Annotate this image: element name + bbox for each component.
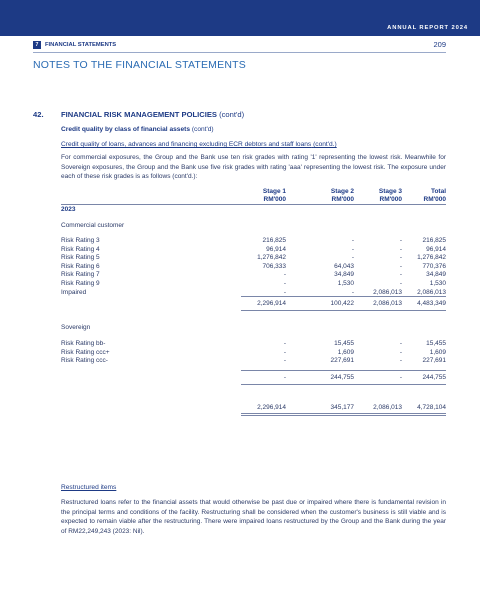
- cell-value: -: [399, 357, 402, 365]
- sovereign-rule-bottom: [241, 384, 446, 385]
- cell-value: -: [283, 271, 286, 279]
- col-header: Stage 3: [378, 188, 402, 195]
- section-title: FINANCIAL STATEMENTS: [45, 42, 117, 48]
- cell-value: 64,043: [334, 262, 354, 270]
- grand-total-rule: [241, 413, 446, 416]
- cell-value: 216,825: [262, 237, 286, 244]
- col-header: Total: [430, 188, 446, 195]
- cell-value: -: [351, 237, 354, 244]
- cell-value: 100,422: [330, 300, 354, 307]
- col-header: Stage 1: [262, 188, 286, 195]
- cell-value: 2,086,013: [373, 404, 402, 411]
- row-label: Risk Rating ccc+: [61, 348, 110, 356]
- cell-value: 2,296,914: [257, 300, 286, 307]
- row-label: Risk Rating 3: [61, 237, 100, 244]
- row-label: Risk Rating 9: [61, 280, 100, 287]
- cell-value: -: [283, 340, 286, 347]
- cell-value: 1,530: [337, 280, 354, 287]
- subheading-credit-quality-text: Credit quality by class of financial assets: [61, 126, 190, 133]
- sovereign-rule-top: [241, 370, 446, 371]
- cell-value: 96,914: [266, 245, 286, 253]
- cell-value: 244,755: [330, 374, 354, 381]
- cell-value: 4,728,104: [417, 404, 446, 411]
- page-title: NOTES TO THE FINANCIAL STATEMENTS: [33, 59, 246, 71]
- row-label: Risk Rating 4: [61, 245, 100, 253]
- page-number: 209: [433, 40, 446, 49]
- cell-value: -: [351, 254, 354, 262]
- cell-value: -: [399, 348, 402, 356]
- cell-value: -: [351, 288, 354, 296]
- cell-value: 96,914: [426, 245, 446, 253]
- year-label: 2023: [61, 206, 76, 213]
- col-header: Stage 2: [330, 188, 354, 195]
- row-label: Risk Rating 6: [61, 262, 100, 270]
- section-badge: 7: [33, 41, 41, 49]
- cell-value: 1,276,842: [417, 254, 446, 262]
- col-unit: RM'000: [423, 196, 446, 203]
- cell-value: 770,376: [422, 262, 446, 270]
- cell-value: -: [399, 237, 402, 244]
- cell-value: 706,333: [262, 262, 286, 270]
- cell-value: -: [399, 262, 402, 270]
- subheading-loans-text: Credit quality of loans, advances and financing excluding ECR debtors and staff loans: [61, 141, 312, 148]
- col-unit: RM'000: [379, 196, 402, 203]
- subheading-credit-quality: [61, 126, 214, 133]
- table-row: [61, 356, 446, 365]
- subtotal-row-sovereign: [61, 373, 446, 382]
- grand-total-row: [61, 403, 446, 412]
- group-label-commercial: [61, 221, 446, 230]
- table-header-units: [61, 195, 446, 204]
- cell-value: 4,483,349: [417, 300, 446, 307]
- cell-value: -: [351, 245, 354, 253]
- cell-value: 1,609: [337, 348, 354, 356]
- cell-value: -: [399, 245, 402, 253]
- col-unit: RM'000: [331, 196, 354, 203]
- section-divider: [33, 52, 446, 53]
- subtotal-rule-top: [241, 296, 446, 297]
- cell-value: 2,086,013: [417, 288, 446, 296]
- subheading-loans-cont: (cont'd.): [313, 141, 337, 148]
- cell-value: 1,609: [429, 348, 446, 356]
- restructured-paragraph: Restructured loans refer to the financial assets that would otherwise be past due or impaired where there is fundamental revision in the principal terms and conditions of the facility. Restructuring shall be considered when the customer's business is still viable and is expected to remain viable after the restructuring. There were impaired loans restructured by the Group and the Bank during the year of RM22,249,243 (2023: Nil).: [61, 499, 446, 535]
- cell-value: -: [399, 340, 402, 347]
- cell-value: 1,530: [429, 280, 446, 287]
- cell-value: -: [283, 280, 286, 287]
- cell-value: 34,849: [334, 271, 354, 279]
- row-label: Impaired: [61, 288, 87, 296]
- subtotal-rule-bottom: [241, 310, 446, 311]
- cell-value: 244,755: [422, 374, 446, 381]
- cell-value: 227,691: [330, 357, 354, 365]
- cell-value: 227,691: [422, 357, 446, 365]
- note-number: 42.: [33, 110, 44, 119]
- section-bar: [33, 40, 446, 50]
- cell-value: -: [399, 280, 402, 287]
- cell-value: 34,849: [426, 271, 446, 279]
- table-year: [61, 205, 446, 214]
- cell-value: -: [399, 374, 402, 381]
- group-label-sovereign: [61, 323, 446, 332]
- cell-value: -: [283, 357, 286, 365]
- subheading-loans: [61, 141, 337, 148]
- cell-value: 216,825: [422, 237, 446, 244]
- cell-value: 2,296,914: [257, 404, 286, 411]
- row-label: Risk Rating 7: [61, 271, 100, 279]
- cell-value: 1,276,842: [257, 254, 286, 262]
- cell-value: 15,455: [426, 340, 446, 347]
- note-title: FINANCIAL RISK MANAGEMENT POLICIES: [61, 110, 217, 119]
- cell-value: -: [399, 271, 402, 279]
- cell-value: 2,086,013: [373, 300, 402, 307]
- cell-value: 2,086,013: [373, 288, 402, 296]
- cell-value: 345,177: [330, 404, 354, 411]
- intro-paragraph: For commercial exposures, the Group and the Bank use ten risk grades with rating '1' representing the lowest risk. Meanwhile for Sovereign exposures, the Group and the Bank use five risk grades with rating 'aaa' representing the lowest risk. The exposure under each of these risk grades is as follows (cont'd.):: [61, 154, 446, 180]
- subheading-credit-quality-cont: (cont'd): [191, 126, 214, 133]
- cell-value: -: [283, 288, 286, 296]
- subtotal-row-commercial: [61, 299, 446, 308]
- header-rule: [61, 204, 446, 205]
- restructured-heading: Restructured items: [61, 484, 117, 491]
- note-heading: [33, 110, 244, 119]
- cell-value: -: [283, 374, 286, 381]
- row-label: Risk Rating bb-: [61, 340, 106, 347]
- col-unit: RM'000: [263, 196, 286, 203]
- cell-value: -: [399, 254, 402, 262]
- commercial-label: Commercial customer: [61, 222, 125, 229]
- sovereign-label: Sovereign: [61, 324, 91, 331]
- annual-report-label: ANNUAL REPORT 2024: [387, 25, 468, 31]
- row-label: Risk Rating 5: [61, 254, 100, 262]
- row-label: Risk Rating ccc-: [61, 357, 108, 365]
- note-title-cont: (cont'd): [219, 110, 245, 119]
- cell-value: -: [283, 348, 286, 356]
- cell-value: 15,455: [334, 340, 354, 347]
